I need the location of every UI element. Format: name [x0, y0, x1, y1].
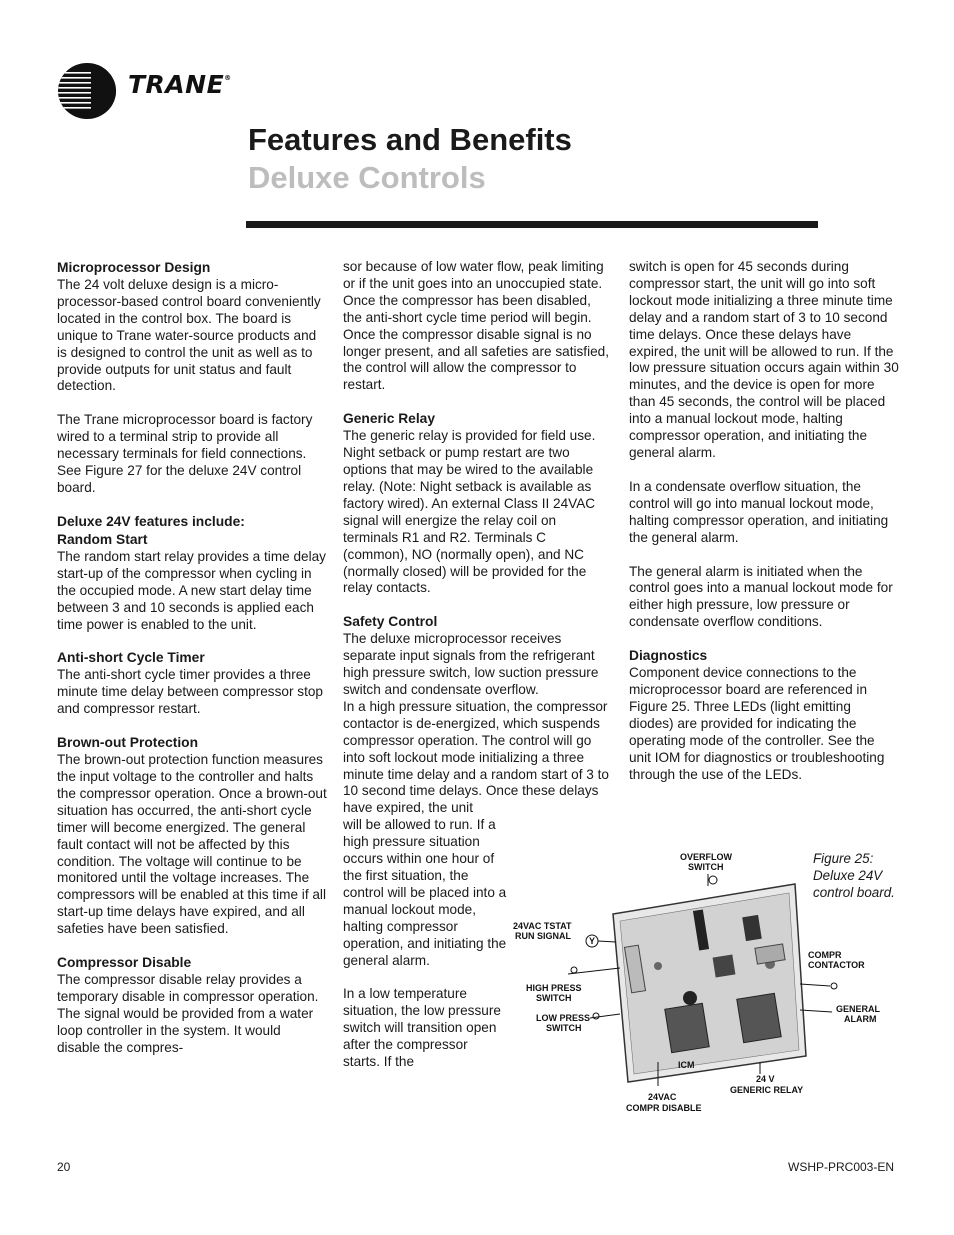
paragraph: Component device connections to the microprocessor board are referenced in Figure 25. Three LEDs (light emitting diodes) are provided for indicating the operating mode of the controller. See the unit IOM for diagnostics or troubleshooting through the use of the LEDs. [629, 665, 885, 782]
paragraph: switch is open for 45 seconds during compressor start, the unit will go into soft lockout mode initializing a three minute time delay and a random start of 3 to 10 second time delays. Once these delays have expired, the unit will be allowed to run. If the low pressure situation occurs again within 30 minutes, and the device is open for more than 45 seconds, the control will be placed into a manual lockout mode, halting compressor operation, and initiating the general alarm. [629, 259, 899, 460]
relay-component [737, 993, 781, 1042]
paragraph: The generic relay is provided for field use. Night setback or pump restart are two options that may be wired to the available relay. (Note: Night setback is available as factory wired). An external Class II 24VAC signal will energize the relay coil on terminals R1 and R2. Terminals C (common), NO (normally open), and NC (normally closed) will be provided for the relay contacts. [343, 428, 596, 596]
paragraph: In a low temperature situation, the low pressure switch will transition open after the compressor starts. If the [343, 986, 501, 1070]
label-compr: COMPR [808, 950, 842, 960]
paragraph: The random start relay provides a time delay start-up of the compressor when cycling in the occupied mode. A new start delay time between 3 and 10 seconds is applied each time power is enabled to the unit. [57, 548, 326, 632]
right-callouts [800, 946, 890, 1036]
capacitor-component [683, 991, 697, 1005]
chip-component [713, 955, 736, 978]
label-run-signal: RUN SIGNAL [515, 931, 571, 941]
label-contactor: CONTACTOR [808, 960, 865, 970]
label-overflow: OVERFLOW [680, 852, 732, 862]
header-rule [246, 221, 818, 228]
paragraph: The general alarm is initiated when the control goes into a manual lockout mode for either high pressure, low pressure or condensate overflow conditions. [629, 563, 893, 630]
figure-caption: Figure 25: Deluxe 24V control board. [813, 851, 895, 900]
heading-microprocessor: Microprocessor Design [57, 260, 211, 275]
paragraph: The deluxe microprocessor receives separate input signals from the refrigerant high pressure switch, low suction pressure switch and condensate overflow. [343, 631, 599, 698]
heading-compressor-disable: Compressor Disable [57, 955, 192, 971]
heading-diagnostics: Diagnostics [629, 648, 708, 664]
label-alarm: ALARM [844, 1014, 877, 1024]
paragraph: will be allowed to run. If a high pressure situation occurs within one hour of the first situation, the control will be placed into a manual lockout mode, halting compressor operation, and initiating the general alarm. [343, 817, 507, 968]
trane-logo-icon [57, 62, 117, 120]
label-compr-disable: COMPR DISABLE [626, 1103, 702, 1113]
document-id: WSHP-PRC003-EN [788, 1160, 895, 1174]
label-overflow-switch: SWITCH [688, 862, 724, 872]
heading-anti-short-cycle: Anti-short Cycle Timer [57, 650, 205, 666]
column-1 [57, 259, 327, 1057]
paragraph: The anti-short cycle timer provides a three minute time delay between compressor stop and compressor restart. [57, 667, 323, 717]
brand-wordmark: TRANE® [128, 70, 232, 99]
heading-brown-out: Brown-out Protection [57, 735, 199, 751]
page-title: Features and Benefits [248, 122, 572, 157]
label-y: Y [589, 936, 596, 946]
paragraph: The brown-out protection function measures the input voltage to the controller and halts the compressor operation. Once a brown-out situation has occurred, the anti-short cycle timer will become energized. The general fault contact will not be affected by this condition. The voltage will continue to be monitored until the voltage increases. The compressors will be enabled at this time if all start-up time delays have expired, and all safeties have been satisfied. [57, 752, 327, 937]
paragraph: The Trane microprocessor board is factory wired to a terminal strip to provide all necessary terminals for field connections. See Figure 27 for the deluxe 24V control board. [57, 412, 313, 495]
label-tstat: 24VAC TSTAT [513, 921, 572, 931]
heading-safety-control: Safety Control [343, 614, 438, 630]
label-high-press: HIGH PRESS [526, 983, 582, 993]
paragraph: In a condensate overflow situation, the control will go into manual lockout mode, halting compressor operation, and initiating the general alarm. [629, 478, 889, 545]
label-24v: 24 V [756, 1074, 775, 1084]
heading-generic-relay: Generic Relay [343, 411, 436, 427]
paragraph: In a high pressure situation, the compressor contactor is de-energized, which suspends compressor operation. The control will go into soft lockout mode initializing a three minute time delay and a random start of 3 to 10 second time delays. Once these delays have expired, the unit [343, 698, 609, 816]
page-number: 20 [57, 1160, 71, 1174]
label-general: GENERAL [836, 1004, 881, 1014]
page-subtitle: Deluxe Controls [248, 160, 486, 195]
label-low-press: LOW PRESS [536, 1013, 591, 1023]
column-3 [629, 259, 899, 783]
label-low-switch: SWITCH [546, 1023, 582, 1033]
board-brand-label: ICM [678, 1060, 695, 1070]
bottom-callouts [610, 1060, 810, 1116]
label-generic-relay: GENERIC RELAY [730, 1085, 804, 1095]
heading-deluxe-features: Deluxe 24V features include: [57, 513, 245, 529]
paragraph: sor because of low water flow, peak limiting or if the unit goes into an unoccupied state. Once the compressor has been disabled, the anti-short cycle time period will begin. Once the compressor disable signal is no longer present, and all safeties are satisfied, the control will allow the compressor to restart. [343, 259, 609, 393]
label-high-switch: SWITCH [536, 993, 572, 1003]
label-24vac: 24VAC [648, 1092, 677, 1102]
relay-component [665, 1003, 709, 1052]
paragraph: The 24 volt deluxe design is a micro-processor-based control board conveniently located in the control box. The board is unique to Trane water-source products and is designed to control the unit as well as to provide outputs for unit status and fault detection. [57, 277, 321, 394]
paragraph: The compressor disable relay provides a temporary disable in compressor operation. The signal would be provided from a water loop controller in the system. It would disable the compres- [57, 972, 319, 1055]
heading-random-start: Random Start [57, 531, 148, 547]
